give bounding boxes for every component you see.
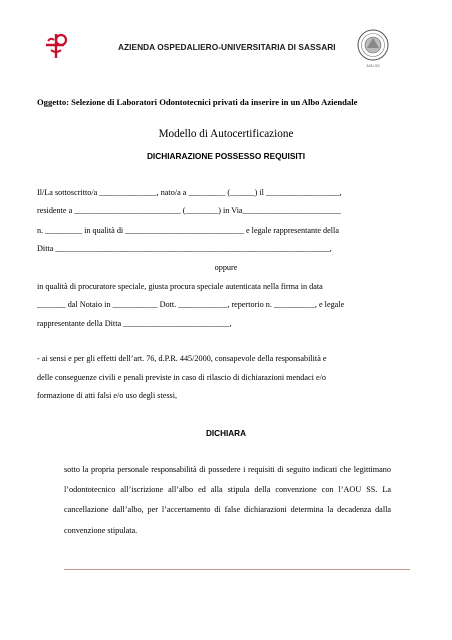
form-line-residence: residente a __________________________ (________) in Via________________________: [37, 206, 341, 215]
declare-heading: DICHIARA: [205, 429, 247, 438]
subject-line: Oggetto: Selezione di Laboratori Odontotecnici privati da inserire in un Albo Aziendale: [37, 97, 358, 107]
svg-text:AOU SS: AOU SS: [366, 64, 380, 68]
declaration-line-3: formazione di atti falsi e/o uso degli stessi,: [37, 391, 178, 400]
declaration-line-1: - ai sensi e per gli effetti dell’art. 76, d.P.R. 445/2000, consapevole della responsabilità e: [37, 354, 327, 363]
form-line-company: Ditta ___________________________________________________________________,: [37, 244, 332, 253]
form-line-oppure: oppure: [214, 263, 238, 272]
form-line-name: Il/La sottoscritto/a ______________, nato/a a _________ (______) il __________________,: [37, 188, 342, 197]
organization-name: AZIENDA OSPEDALIERO-UNIVERSITARIA DI SASSARI: [118, 42, 336, 52]
footer-divider: [64, 569, 410, 570]
declare-paragraph: sotto la propria personale responsabilità di possedere i requisiti di seguito indicati che legittimano l’odontotecnico all’iscrizione all’albo ed alla stipula della convenzione con l’AOU SS. La cancellazione dall’albo, per l’accertamento di false dichiarazioni determina la decadenza dalla convenzione stipulata.: [64, 465, 391, 535]
form-line-notary: _______ dal Notaio in ___________ Dott. ____________, repertorio n. __________, e legale: [37, 300, 345, 309]
section-title: DICHIARAZIONE POSSESSO REQUISITI: [146, 151, 306, 161]
form-title: Modello di Autocertificazione: [158, 128, 294, 140]
hospital-logo-icon: [42, 32, 72, 60]
form-line-representative: rappresentante della Ditta __________________________,: [37, 319, 232, 328]
university-seal-icon: [356, 28, 390, 70]
form-line-proxy: in qualità di procuratore speciale, giusta procura speciale autenticata nella firma in data: [37, 282, 323, 291]
form-line-role: n. _________ in qualità di _____________________________ e legale rappresentante della: [37, 226, 339, 235]
declaration-line-2: delle conseguenze civili e penali previste in caso di rilascio di dichiarazioni mendaci e/o: [37, 373, 326, 382]
